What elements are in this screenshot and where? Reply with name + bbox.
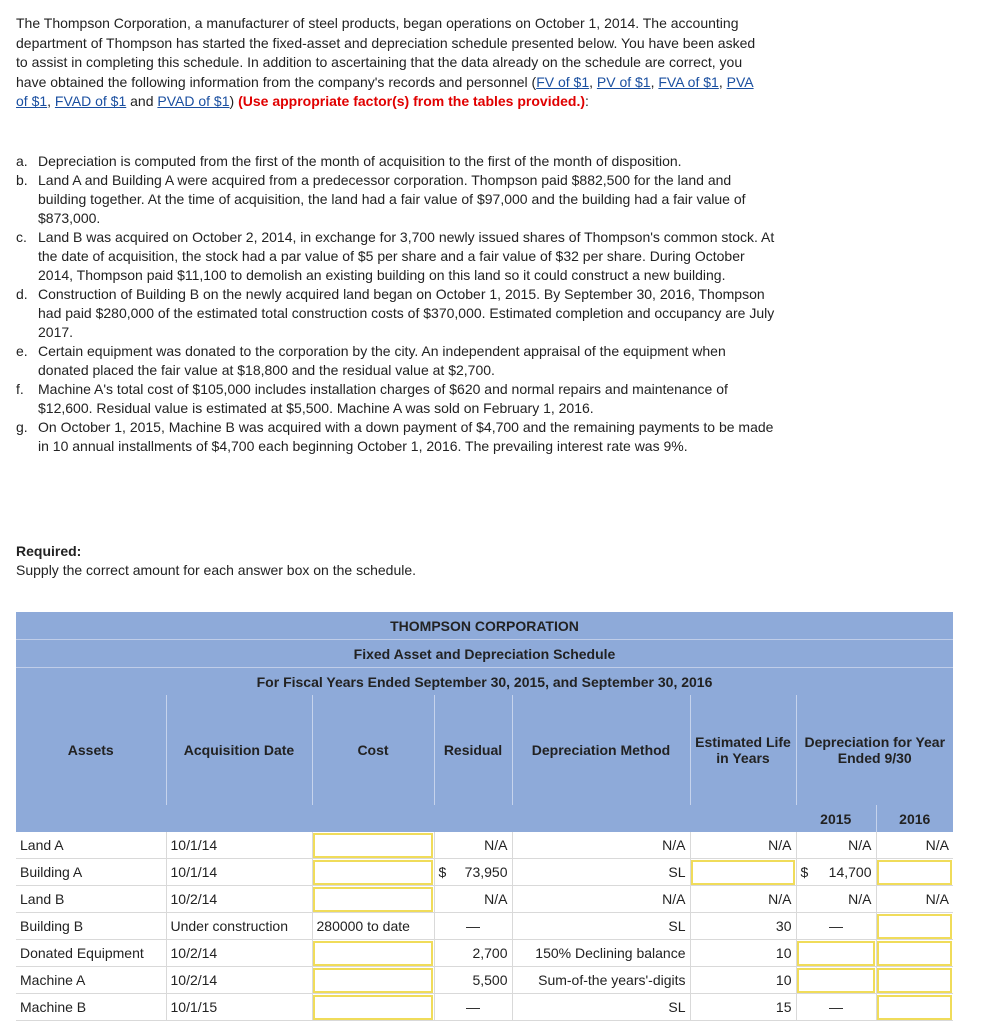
instruction-note: (Use appropriate factor(s) from the tables provided.) xyxy=(238,93,586,109)
list-item: a. Depreciation is computed from the first of the month of acquisition to the first of the month of disposition. xyxy=(16,153,682,169)
schedule-subtitle: Fixed Asset and Depreciation Schedule xyxy=(16,640,953,668)
table-row: Machine A 10/2/14 5,500 Sum-of-the years'-digits 10 xyxy=(16,967,953,994)
schedule-period: For Fiscal Years Ended September 30, 2015, and September 30, 2016 xyxy=(256,673,713,690)
col-year-2016: 2016 xyxy=(876,805,953,832)
link-pvad[interactable]: PVAD of $1 xyxy=(157,93,230,109)
dep2016-input[interactable] xyxy=(876,994,953,1021)
link-pv[interactable]: PV of $1 xyxy=(596,73,651,90)
list-item: f. Machine A's total cost of $105,000 includes installation charges of $620 and normal repairs and maintenance of $12,600. Residual value is estimated at $5,500. Machine A was sold on February 1, 2016. xyxy=(16,381,728,416)
cost-input[interactable] xyxy=(312,940,434,967)
table-row: Land B 10/2/14 N/A N/A N/A N/A N/A xyxy=(16,886,953,913)
link-fv[interactable]: FV of $1 xyxy=(536,73,590,90)
col-depreciation-year: Depreciation for Year Ended 9/30 xyxy=(796,695,953,805)
facts-list xyxy=(16,152,776,456)
intro-text: The Thompson Corporation, a manufacturer of steel products, began operations on October 1, 2014. The accounting department of Thompson has started the fixed-asset and depreciation schedule presented below. You have been asked to assist in completing this schedule. In addition to ascertaining that the data already on the schedule are correct, you have obtained the following information from the company's records and personnel ( xyxy=(16,15,756,90)
list-item: b. Land A and Building A were acquired from a predecessor corporation. Thompson paid $882,500 for the land and building together. At the time of acquisition, the land had a fair value of $97,000 and the building had a fair value of $873,000. xyxy=(16,172,746,226)
list-item: c. Land B was acquired on October 2, 2014, in exchange for 3,700 newly issued shares of Thompson's common stock. At the date of acquisition, the stock had a par value of $5 per share and a fair value of $32 per share. During October 2014, Thompson paid $11,100 to demolish an existing building on this land so it could construct a new building. xyxy=(16,229,775,283)
required-text: Supply the correct amount for each answer box on the schedule. xyxy=(16,562,417,578)
cost-input[interactable] xyxy=(312,967,434,994)
cost-input[interactable] xyxy=(312,886,434,913)
link-fvad[interactable]: FVAD of $1 xyxy=(54,93,127,109)
link-pva[interactable]: PVA of $1 xyxy=(16,73,754,109)
link-fva[interactable]: FVA of $1 xyxy=(658,73,719,90)
dep2016-input[interactable] xyxy=(876,940,953,967)
col-year-2015: 2015 xyxy=(796,805,876,832)
col-assets: Assets xyxy=(16,695,166,805)
cost-input[interactable] xyxy=(312,859,434,886)
col-residual: Residual xyxy=(434,695,512,805)
table-row: Building B Under construction 280000 to date — SL 30 — xyxy=(16,913,953,940)
list-item: d. Construction of Building B on the newly acquired land began on October 1, 2015. By September 30, 2016, Thompson had paid $280,000 of the estimated total construction costs of $370,000. Estimated completion and occupancy are July 2017. xyxy=(16,286,775,340)
table-row: Land A 10/1/14 N/A N/A N/A N/A N/A xyxy=(16,832,953,859)
col-cost: Cost xyxy=(312,695,434,805)
cost-input[interactable] xyxy=(312,994,434,1021)
col-estimated-life: Estimated Life in Years xyxy=(690,695,796,805)
table-row: Donated Equipment 10/2/14 2,700 150% Declining balance 10 xyxy=(16,940,953,967)
dep2015-input[interactable] xyxy=(796,967,876,994)
table-row: Machine B 10/1/15 — SL 15 — xyxy=(16,994,953,1021)
cost-input[interactable] xyxy=(312,832,434,859)
dep2016-input[interactable] xyxy=(876,859,953,886)
list-item: e. Certain equipment was donated to the corporation by the city. An independent appraisal of the equipment when donated placed the fair value at $18,800 and the residual value at $2,700. xyxy=(16,343,726,378)
table-row: Building A 10/1/14 $ 73,950 SL $ 14,700 xyxy=(16,859,953,886)
col-depreciation-method: Depreciation Method xyxy=(512,695,690,805)
dep2016-input[interactable] xyxy=(876,967,953,994)
list-item: g. On October 1, 2015, Machine B was acquired with a down payment of $4,700 and the remaining payments to be made in 10 annual installments of $4,700 each beginning October 1, 2016. The prevailing interest rate was 9%. xyxy=(16,419,774,454)
required-section xyxy=(16,542,416,580)
depreciation-schedule xyxy=(16,612,953,1021)
dep2016-input[interactable] xyxy=(876,913,953,940)
col-acquisition-date: Acquisition Date xyxy=(166,695,312,805)
schedule-title: THOMPSON CORPORATION xyxy=(16,612,953,640)
life-input[interactable] xyxy=(690,859,796,886)
required-label: Required: xyxy=(16,543,82,559)
problem-intro: The Thompson Corporation, a manufacturer of steel products, began operations on October 1, 2014. The accounting department of Thompson has started the fixed-asset and depreciation schedule presented below. You have been asked to assist in completing this schedule. In addition to ascertaining that the data already on the schedule are correct, you have obtained the following information from the company's records and personnel (FV of $1, PV of $1, FVA of $1, PVA of $1, FVAD of $1 and PVAD of $1) (Use appropriate factor(s) from the tables provided.): xyxy=(16,15,756,109)
dep2015-input[interactable] xyxy=(796,940,876,967)
